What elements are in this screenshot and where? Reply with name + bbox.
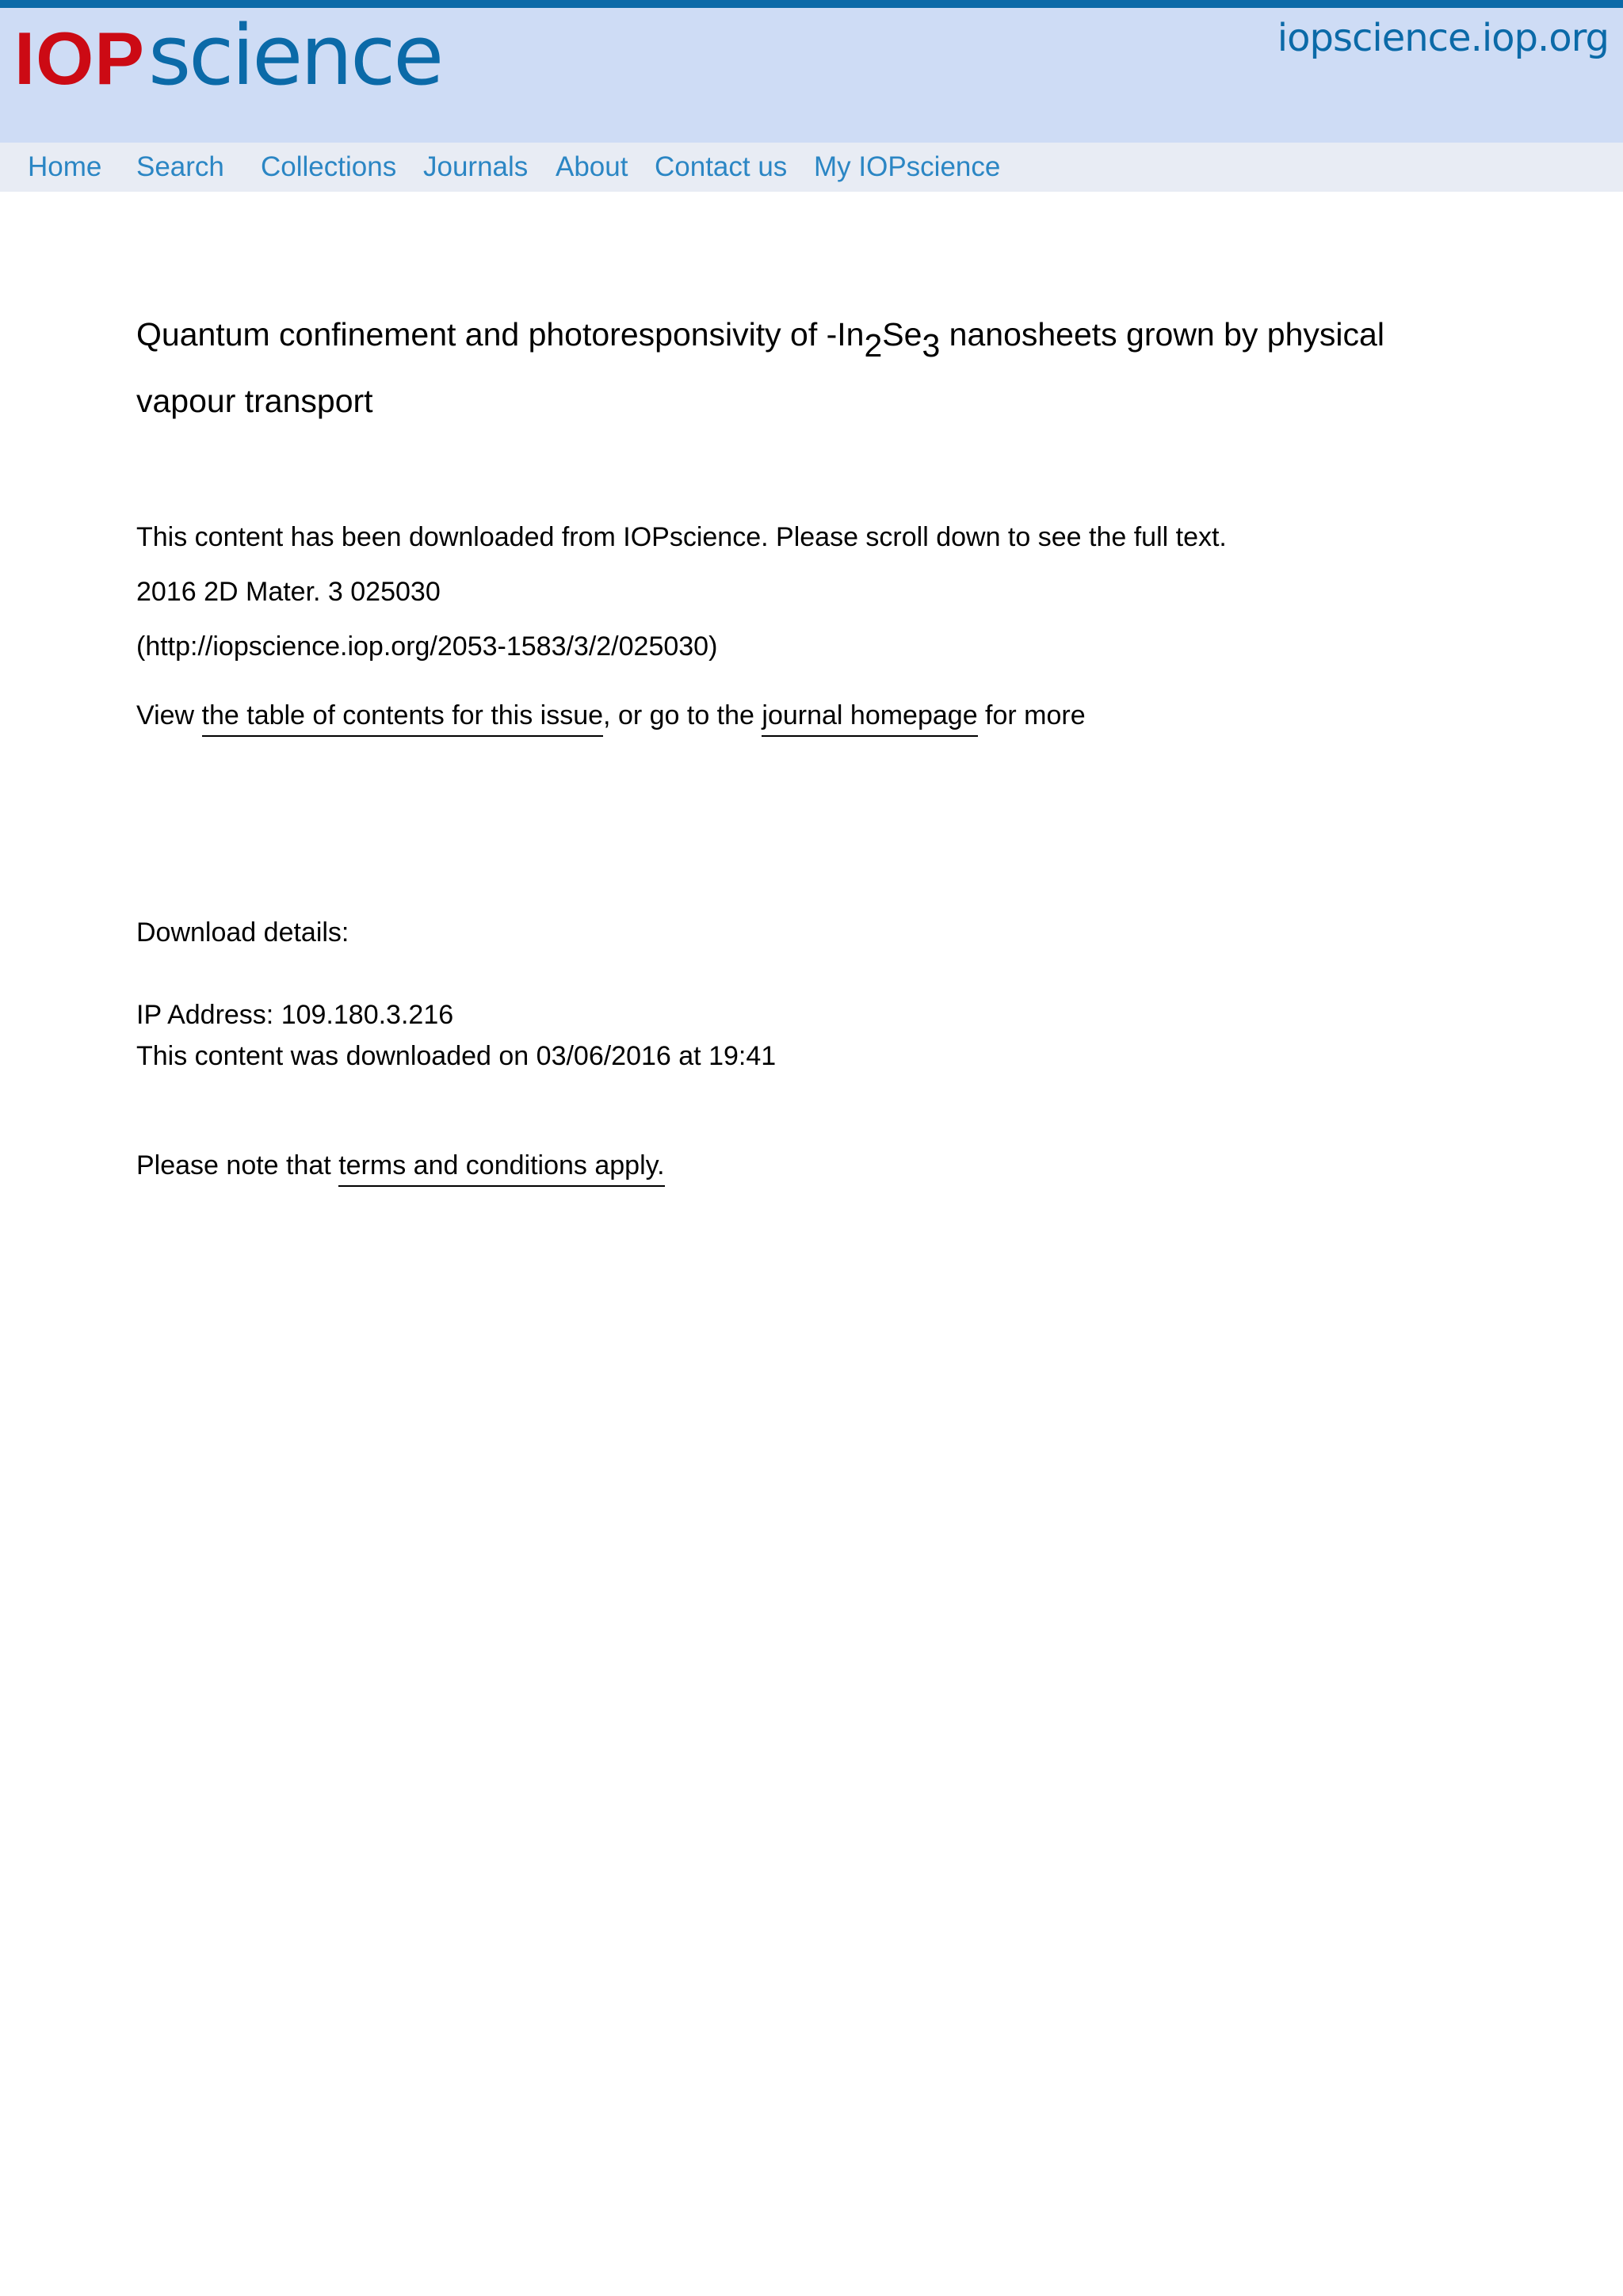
logo-science-text: science — [147, 7, 442, 104]
article-url: (http://iopscience.iop.org/2053-1583/3/2/025030) — [136, 631, 718, 662]
table-of-contents-link[interactable]: the table of contents for this issue — [202, 700, 604, 737]
title-subscript-2: 2 — [864, 327, 883, 364]
download-notice: This content has been downloaded from IOPscience. Please scroll down to see the full text. — [136, 522, 1227, 552]
main-nav — [0, 143, 1623, 192]
nav-item-journals[interactable]: Journals — [423, 151, 529, 182]
site-header — [0, 8, 1623, 143]
view-suffix: for more — [977, 700, 1086, 730]
nav-item-my-iopscience[interactable]: My IOPscience — [814, 151, 1001, 182]
downloaded-on: This content was downloaded on 03/06/2016 at 19:41 — [136, 1041, 777, 1071]
main-content — [136, 301, 1484, 1181]
download-details-heading: Download details: — [136, 917, 349, 948]
article-title — [136, 301, 1484, 434]
view-prefix: View — [136, 700, 202, 730]
logo-iop-text: IOP — [14, 17, 145, 100]
title-text-before: Quantum confinement and photoresponsivity of -In — [136, 316, 865, 353]
nav-item-about[interactable]: About — [556, 151, 628, 182]
terms-line — [136, 1150, 1484, 1181]
journal-homepage-link[interactable]: journal homepage — [762, 700, 977, 737]
nav-item-search[interactable]: Search — [136, 151, 224, 182]
nav-item-contact-us[interactable]: Contact us — [655, 151, 788, 182]
terms-prefix: Please note that — [136, 1150, 339, 1180]
title-text-se: Se — [882, 316, 922, 353]
view-middle: , or go to the — [603, 700, 762, 730]
title-text-after: nanosheets grown by physical — [940, 316, 1384, 353]
nav-item-home[interactable]: Home — [28, 151, 102, 182]
terms-and-conditions-link[interactable]: terms and conditions apply. — [338, 1150, 664, 1187]
ip-address: IP Address: 109.180.3.216 — [136, 1000, 454, 1030]
citation: 2016 2D Mater. 3 025030 — [136, 577, 441, 607]
site-url[interactable]: iopscience.iop.org — [1277, 16, 1609, 60]
iopscience-logo[interactable] — [14, 8, 441, 103]
nav-item-collections[interactable]: Collections — [261, 151, 397, 182]
title-text-line2: vapour transport — [136, 383, 373, 419]
title-subscript-3: 3 — [922, 327, 941, 364]
view-links-line — [136, 700, 1484, 731]
